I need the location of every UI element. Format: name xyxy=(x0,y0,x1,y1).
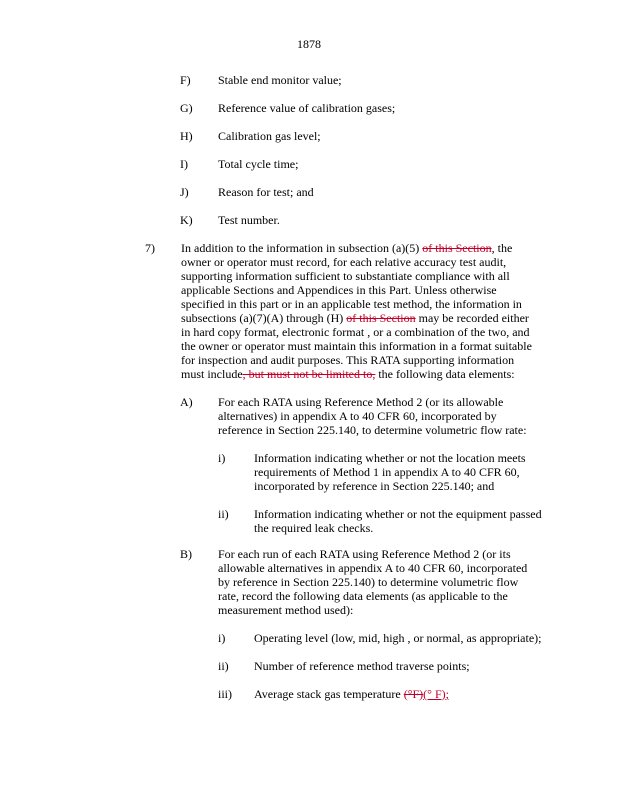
item-label: K) xyxy=(180,213,193,227)
paragraph-line: must include, but must not be limited to, the following data elements: xyxy=(181,367,515,381)
subitem-line: Average stack gas temperature (°F)(° F); xyxy=(254,687,449,701)
paragraph-line: in hard copy format, electronic format , or a combination of the two, and xyxy=(181,325,530,339)
item-label: H) xyxy=(180,129,193,143)
item-line: reference in Section 225.140, to determine volumetric flow rate: xyxy=(218,423,527,437)
item-line: alternatives) in appendix A to 40 CFR 60, incorporated by xyxy=(218,409,497,423)
subitem-line: Number of reference method traverse points; xyxy=(254,659,470,673)
item-text: Stable end monitor value; xyxy=(218,73,342,87)
paragraph-line: supporting information sufficient to substantiate compliance with all xyxy=(181,269,510,283)
paragraph-line: subsections (a)(7)(A) through (H) of this Section may be recorded either xyxy=(181,311,529,325)
subitem-line: Operating level (low, mid, high , or normal, as appropriate); xyxy=(254,631,542,645)
subitem-label: i) xyxy=(218,631,226,645)
subitem-line: Information indicating whether or not the location meets xyxy=(254,451,526,465)
subitem-label: ii) xyxy=(218,507,229,521)
struck-text: (°F) xyxy=(403,687,424,701)
paragraph-line: applicable Sections and Appendices in this Part. Unless otherwise xyxy=(181,283,497,297)
item-line: allowable alternatives in appendix A to 40 CFR 60, incorporated xyxy=(218,561,528,575)
item-label: J) xyxy=(180,185,189,199)
paragraph-line: specified in this part or in an applicable test method, the information in xyxy=(181,297,522,311)
subitem-label: iii) xyxy=(218,687,232,701)
paragraph-line: owner or operator must record, for each relative accuracy test audit, xyxy=(181,255,507,269)
item-text: Test number. xyxy=(218,213,280,227)
paragraph-line: the owner or operator must maintain this information in a format suitable xyxy=(181,339,532,353)
paragraph-line: for inspection and audit purposes. This RATA supporting information xyxy=(181,353,515,367)
subitem-line: Information indicating whether or not the equipment passed xyxy=(254,507,542,521)
struck-text: , but must not be limited to, xyxy=(242,367,376,381)
struck-text: of this Section xyxy=(346,311,416,325)
item-text: Total cycle time; xyxy=(218,157,299,171)
paragraph-line: In addition to the information in subsection (a)(5) of this Section, the xyxy=(181,241,513,255)
struck-text: of this Section xyxy=(422,241,492,255)
paragraph-label: 7) xyxy=(145,241,155,255)
subitem-line: the required leak checks. xyxy=(254,521,374,535)
item-label: I) xyxy=(180,157,188,171)
page-number: 1878 xyxy=(297,37,321,51)
item-line: For each run of each RATA using Reference Method 2 (or its xyxy=(218,547,511,561)
item-label: F) xyxy=(180,73,191,87)
inserted-text: (° F) xyxy=(423,687,446,701)
item-label: A) xyxy=(180,395,193,409)
item-text: Reference value of calibration gases; xyxy=(218,101,396,115)
subitem-line: requirements of Method 1 in appendix A to 40 CFR 60, xyxy=(254,465,520,479)
item-line: measurement method used): xyxy=(218,603,354,617)
item-text: Reason for test; and xyxy=(218,185,314,199)
item-label: G) xyxy=(180,101,193,115)
subitem-line: incorporated by reference in Section 225.140; and xyxy=(254,479,495,493)
item-line: For each RATA using Reference Method 2 (or its allowable xyxy=(218,395,504,409)
item-text: Calibration gas level; xyxy=(218,129,321,143)
item-line: rate, record the following data elements (as applicable to the xyxy=(218,589,508,603)
subitem-label: ii) xyxy=(218,659,229,673)
item-label: B) xyxy=(180,547,192,561)
item-line: by reference in Section 225.140) to determine volumetric flow xyxy=(218,575,519,589)
subitem-label: i) xyxy=(218,451,226,465)
